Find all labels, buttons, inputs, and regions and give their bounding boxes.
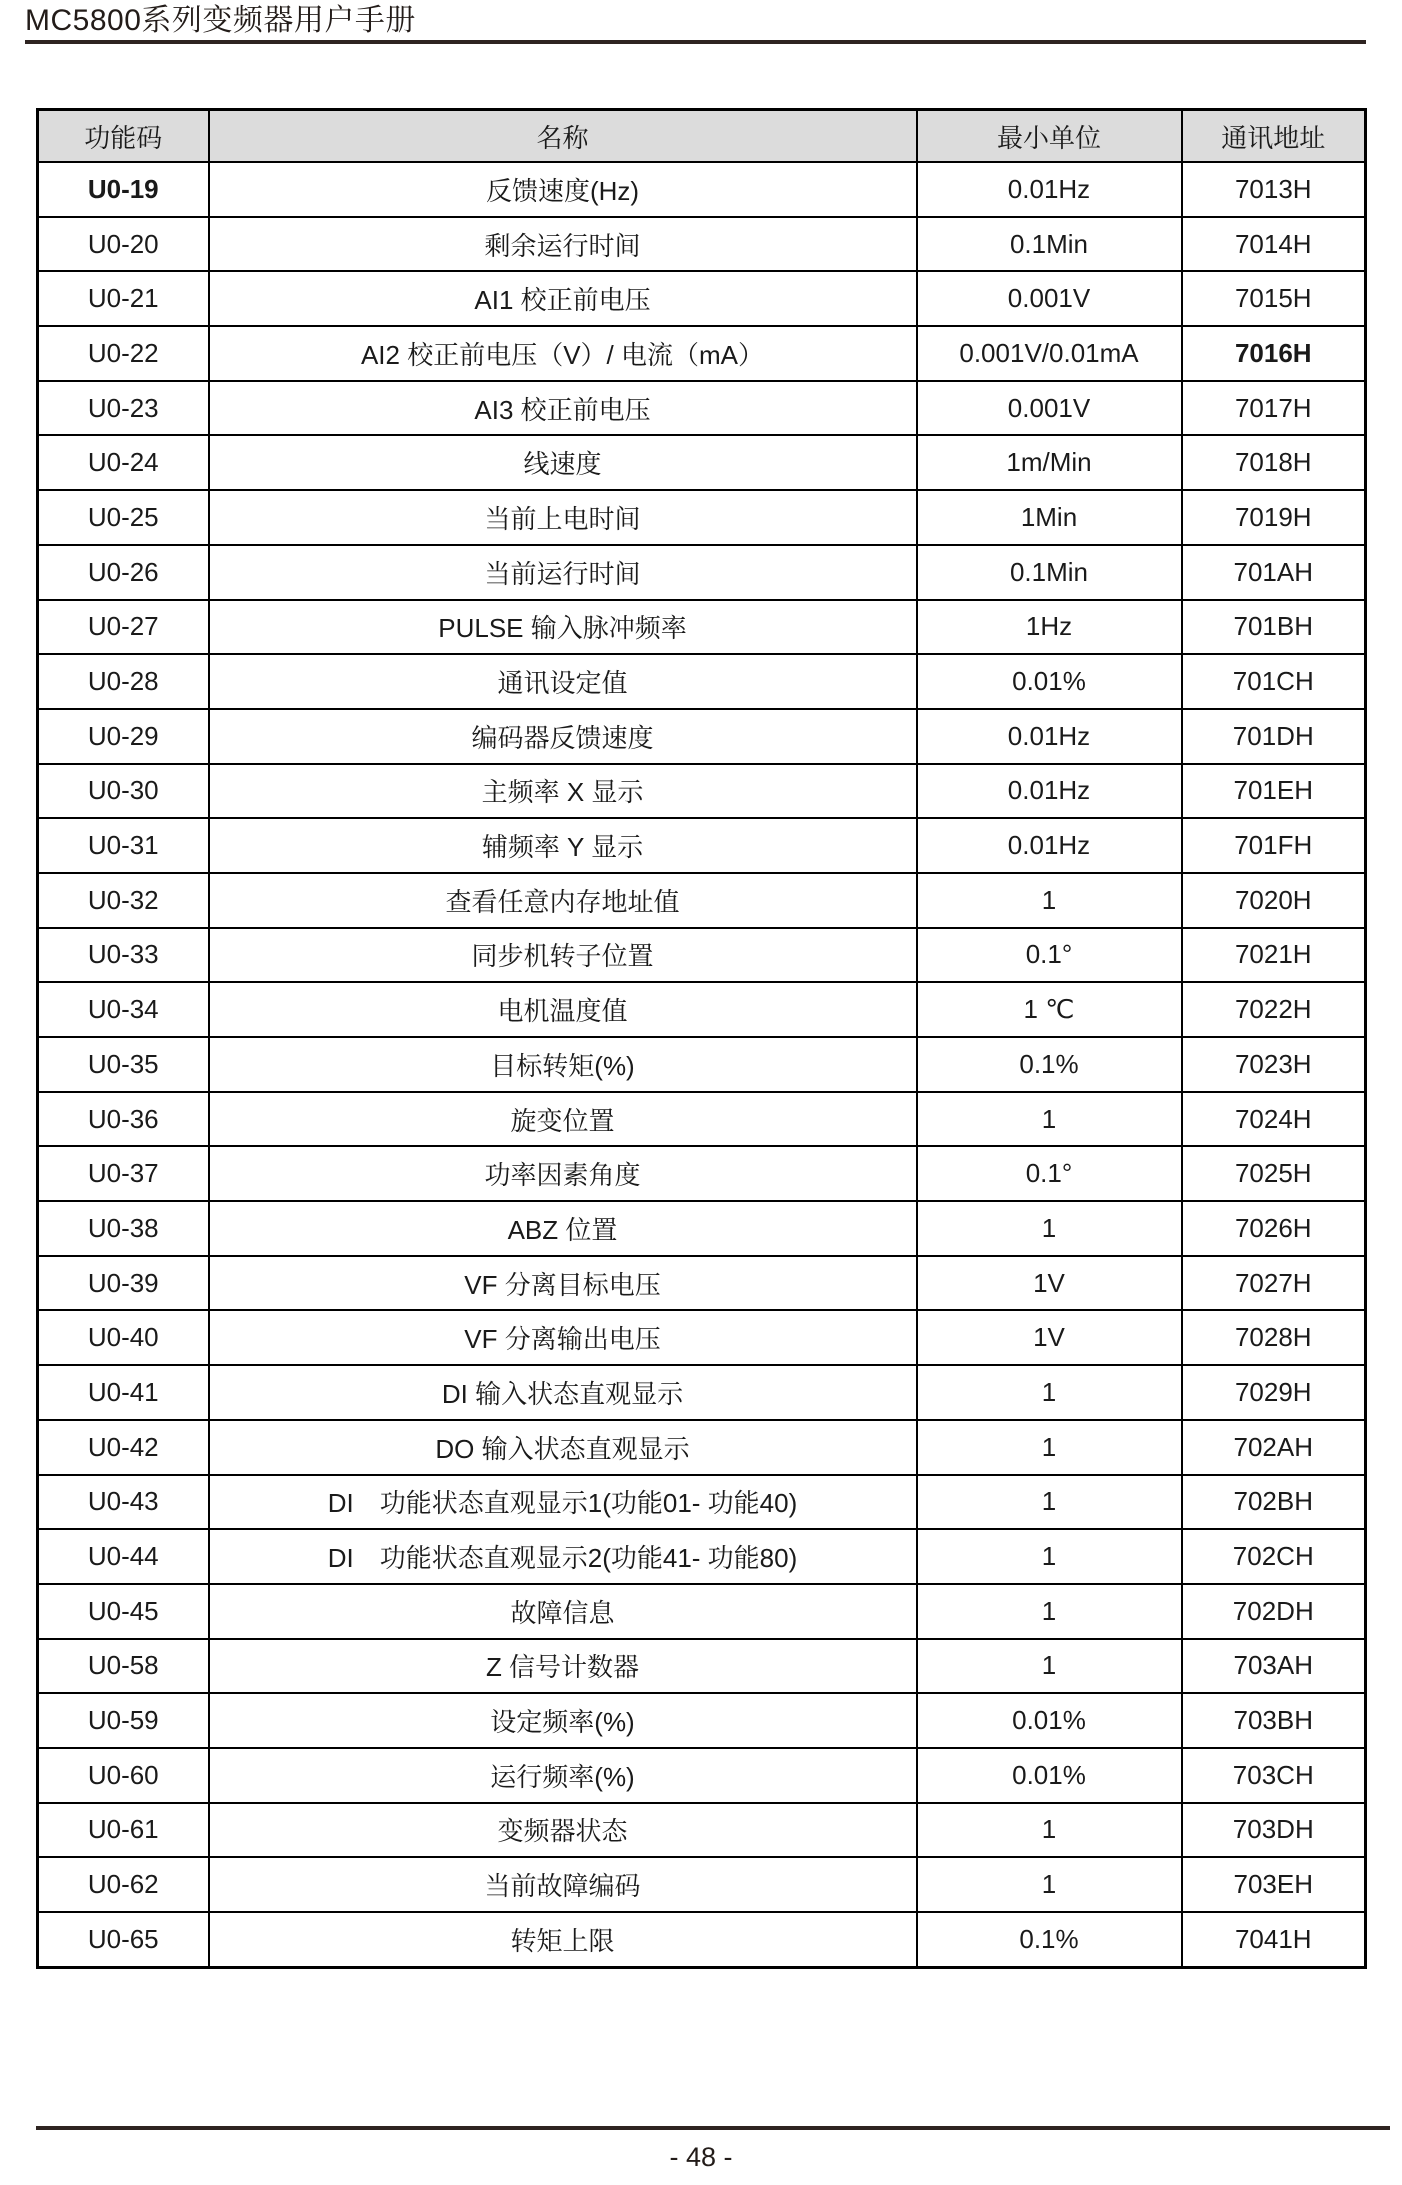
cell-function-code: U0-44 <box>38 1529 209 1584</box>
cell-comm-address: 701FH <box>1182 818 1366 873</box>
cell-name: DO 输入状态直观显示 <box>209 1420 917 1475</box>
table-row <box>38 1857 1366 1912</box>
cell-name: 剩余运行时间 <box>209 217 917 272</box>
table-row <box>38 600 1366 655</box>
cell-name: 辅频率 Y 显示 <box>209 818 917 873</box>
cell-function-code: U0-38 <box>38 1201 209 1256</box>
cell-name: VF 分离输出电压 <box>209 1310 917 1365</box>
cell-function-code: U0-22 <box>38 326 209 381</box>
cell-comm-address: 703EH <box>1182 1857 1366 1912</box>
table-row <box>38 1092 1366 1147</box>
cell-min-unit: 0.01Hz <box>917 709 1182 764</box>
cell-comm-address: 7013H <box>1182 162 1366 217</box>
cell-min-unit: 0.01Hz <box>917 162 1182 217</box>
table-row <box>38 1912 1366 1967</box>
table-row <box>38 928 1366 983</box>
cell-min-unit: 1 ℃ <box>917 982 1182 1037</box>
cell-name: VF 分离目标电压 <box>209 1256 917 1311</box>
cell-comm-address: 7017H <box>1182 381 1366 436</box>
cell-function-code: U0-19 <box>38 162 209 217</box>
cell-min-unit: 1V <box>917 1256 1182 1311</box>
cell-min-unit: 1m/Min <box>917 435 1182 490</box>
cell-min-unit: 1 <box>917 1475 1182 1530</box>
table-row <box>38 818 1366 873</box>
cell-comm-address: 7016H <box>1182 326 1366 381</box>
cell-function-code: U0-65 <box>38 1912 209 1967</box>
cell-comm-address: 7028H <box>1182 1310 1366 1365</box>
cell-min-unit: 0.1% <box>917 1912 1182 1967</box>
cell-comm-address: 702CH <box>1182 1529 1366 1584</box>
cell-min-unit: 1Hz <box>917 600 1182 655</box>
cell-function-code: U0-28 <box>38 654 209 709</box>
column-header-comm-address: 通讯地址 <box>1182 110 1366 163</box>
cell-min-unit: 1 <box>917 873 1182 928</box>
cell-name: ABZ 位置 <box>209 1201 917 1256</box>
cell-comm-address: 703AH <box>1182 1639 1366 1694</box>
cell-comm-address: 703BH <box>1182 1693 1366 1748</box>
cell-min-unit: 1 <box>917 1584 1182 1639</box>
cell-comm-address: 701BH <box>1182 600 1366 655</box>
cell-function-code: U0-61 <box>38 1803 209 1858</box>
cell-name: 旋变位置 <box>209 1092 917 1147</box>
cell-min-unit: 1 <box>917 1365 1182 1420</box>
cell-function-code: U0-36 <box>38 1092 209 1147</box>
cell-comm-address: 7022H <box>1182 982 1366 1037</box>
cell-comm-address: 701CH <box>1182 654 1366 709</box>
table-row <box>38 709 1366 764</box>
cell-comm-address: 7029H <box>1182 1365 1366 1420</box>
cell-name: 当前故障编码 <box>209 1857 917 1912</box>
cell-function-code: U0-42 <box>38 1420 209 1475</box>
cell-function-code: U0-29 <box>38 709 209 764</box>
cell-function-code: U0-59 <box>38 1693 209 1748</box>
cell-function-code: U0-27 <box>38 600 209 655</box>
title-rule <box>25 40 1366 44</box>
cell-comm-address: 701EH <box>1182 764 1366 819</box>
cell-function-code: U0-23 <box>38 381 209 436</box>
cell-min-unit: 0.1% <box>917 1037 1182 1092</box>
cell-name: 当前上电时间 <box>209 490 917 545</box>
table-row <box>38 545 1366 600</box>
cell-comm-address: 7020H <box>1182 873 1366 928</box>
table-row <box>38 435 1366 490</box>
cell-function-code: U0-33 <box>38 928 209 983</box>
cell-min-unit: 0.01% <box>917 654 1182 709</box>
cell-name: 变频器状态 <box>209 1803 917 1858</box>
table-row <box>38 1037 1366 1092</box>
table-row <box>38 1256 1366 1311</box>
cell-min-unit: 0.001V <box>917 381 1182 436</box>
cell-function-code: U0-34 <box>38 982 209 1037</box>
cell-name: 电机温度值 <box>209 982 917 1037</box>
cell-name: 查看任意内存地址值 <box>209 873 917 928</box>
cell-comm-address: 7018H <box>1182 435 1366 490</box>
cell-min-unit: 0.1° <box>917 928 1182 983</box>
cell-min-unit: 1 <box>917 1420 1182 1475</box>
cell-name: Z 信号计数器 <box>209 1639 917 1694</box>
cell-function-code: U0-35 <box>38 1037 209 1092</box>
table-row <box>38 764 1366 819</box>
cell-min-unit: 0.1Min <box>917 545 1182 600</box>
cell-name: 设定频率(%) <box>209 1693 917 1748</box>
table-row <box>38 1310 1366 1365</box>
table-row <box>38 1365 1366 1420</box>
cell-name: 目标转矩(%) <box>209 1037 917 1092</box>
cell-name: DI 输入状态直观显示 <box>209 1365 917 1420</box>
cell-function-code: U0-39 <box>38 1256 209 1311</box>
cell-name: AI1 校正前电压 <box>209 271 917 326</box>
table-row <box>38 217 1366 272</box>
cell-name: 运行频率(%) <box>209 1748 917 1803</box>
cell-function-code: U0-43 <box>38 1475 209 1530</box>
cell-comm-address: 703CH <box>1182 1748 1366 1803</box>
cell-name: PULSE 输入脉冲频率 <box>209 600 917 655</box>
cell-min-unit: 0.01% <box>917 1693 1182 1748</box>
parameter-table <box>36 108 1367 1969</box>
cell-comm-address: 7014H <box>1182 217 1366 272</box>
cell-function-code: U0-31 <box>38 818 209 873</box>
cell-name: 功率因素角度 <box>209 1146 917 1201</box>
table-row <box>38 1803 1366 1858</box>
cell-name: 通讯设定值 <box>209 654 917 709</box>
column-header-min-unit: 最小单位 <box>917 110 1182 163</box>
cell-name: AI2 校正前电压（V）/ 电流（mA） <box>209 326 917 381</box>
cell-name: 当前运行时间 <box>209 545 917 600</box>
cell-name: 编码器反馈速度 <box>209 709 917 764</box>
cell-function-code: U0-26 <box>38 545 209 600</box>
cell-comm-address: 7019H <box>1182 490 1366 545</box>
cell-min-unit: 1V <box>917 1310 1182 1365</box>
column-header-function-code: 功能码 <box>38 110 209 163</box>
cell-comm-address: 702AH <box>1182 1420 1366 1475</box>
table-row <box>38 982 1366 1037</box>
cell-min-unit: 1 <box>917 1092 1182 1147</box>
cell-name: 同步机转子位置 <box>209 928 917 983</box>
cell-comm-address: 7021H <box>1182 928 1366 983</box>
cell-comm-address: 703DH <box>1182 1803 1366 1858</box>
cell-function-code: U0-60 <box>38 1748 209 1803</box>
page-title: MC5800系列变频器用户手册 <box>25 4 416 37</box>
column-header-name: 名称 <box>209 110 917 163</box>
table-row <box>38 873 1366 928</box>
cell-function-code: U0-62 <box>38 1857 209 1912</box>
table-row <box>38 1639 1366 1694</box>
cell-function-code: U0-21 <box>38 271 209 326</box>
cell-min-unit: 0.01Hz <box>917 818 1182 873</box>
cell-comm-address: 7041H <box>1182 1912 1366 1967</box>
cell-min-unit: 0.001V/0.01mA <box>917 326 1182 381</box>
cell-name: 故障信息 <box>209 1584 917 1639</box>
cell-comm-address: 7023H <box>1182 1037 1366 1092</box>
cell-comm-address: 702BH <box>1182 1475 1366 1530</box>
cell-name: AI3 校正前电压 <box>209 381 917 436</box>
cell-name: 反馈速度(Hz) <box>209 162 917 217</box>
cell-min-unit: 1 <box>917 1201 1182 1256</box>
cell-min-unit: 0.001V <box>917 271 1182 326</box>
cell-function-code: U0-24 <box>38 435 209 490</box>
table-row <box>38 490 1366 545</box>
cell-function-code: U0-45 <box>38 1584 209 1639</box>
table-row <box>38 1146 1366 1201</box>
cell-min-unit: 1 <box>917 1857 1182 1912</box>
table-row <box>38 1201 1366 1256</box>
cell-min-unit: 1Min <box>917 490 1182 545</box>
cell-name: 主频率 X 显示 <box>209 764 917 819</box>
cell-function-code: U0-58 <box>38 1639 209 1694</box>
cell-name: DI 功能状态直观显示1(功能01- 功能40) <box>209 1475 917 1530</box>
table-row <box>38 381 1366 436</box>
cell-comm-address: 702DH <box>1182 1584 1366 1639</box>
cell-min-unit: 1 <box>917 1529 1182 1584</box>
cell-name: DI 功能状态直观显示2(功能41- 功能80) <box>209 1529 917 1584</box>
cell-min-unit: 1 <box>917 1639 1182 1694</box>
table-row <box>38 1420 1366 1475</box>
cell-min-unit: 0.1° <box>917 1146 1182 1201</box>
table-row <box>38 1529 1366 1584</box>
cell-function-code: U0-37 <box>38 1146 209 1201</box>
cell-min-unit: 0.01Hz <box>917 764 1182 819</box>
cell-function-code: U0-41 <box>38 1365 209 1420</box>
table-row <box>38 162 1366 217</box>
cell-function-code: U0-20 <box>38 217 209 272</box>
table-row <box>38 1475 1366 1530</box>
cell-function-code: U0-30 <box>38 764 209 819</box>
cell-min-unit: 1 <box>917 1803 1182 1858</box>
cell-comm-address: 7027H <box>1182 1256 1366 1311</box>
table-row <box>38 1693 1366 1748</box>
table-row <box>38 1748 1366 1803</box>
page-number: - 48 - <box>669 2142 733 2172</box>
table-row <box>38 654 1366 709</box>
table-row <box>38 326 1366 381</box>
cell-comm-address: 701AH <box>1182 545 1366 600</box>
cell-min-unit: 0.01% <box>917 1748 1182 1803</box>
cell-comm-address: 7026H <box>1182 1201 1366 1256</box>
cell-comm-address: 7025H <box>1182 1146 1366 1201</box>
cell-name: 线速度 <box>209 435 917 490</box>
table-header-row <box>38 110 1366 163</box>
table-row <box>38 271 1366 326</box>
cell-comm-address: 7015H <box>1182 271 1366 326</box>
table-row <box>38 1584 1366 1639</box>
cell-function-code: U0-32 <box>38 873 209 928</box>
cell-name: 转矩上限 <box>209 1912 917 1967</box>
cell-comm-address: 7024H <box>1182 1092 1366 1147</box>
table-body <box>38 162 1366 1967</box>
cell-comm-address: 701DH <box>1182 709 1366 764</box>
cell-function-code: U0-25 <box>38 490 209 545</box>
cell-function-code: U0-40 <box>38 1310 209 1365</box>
footer-rule <box>36 2126 1390 2130</box>
cell-min-unit: 0.1Min <box>917 217 1182 272</box>
